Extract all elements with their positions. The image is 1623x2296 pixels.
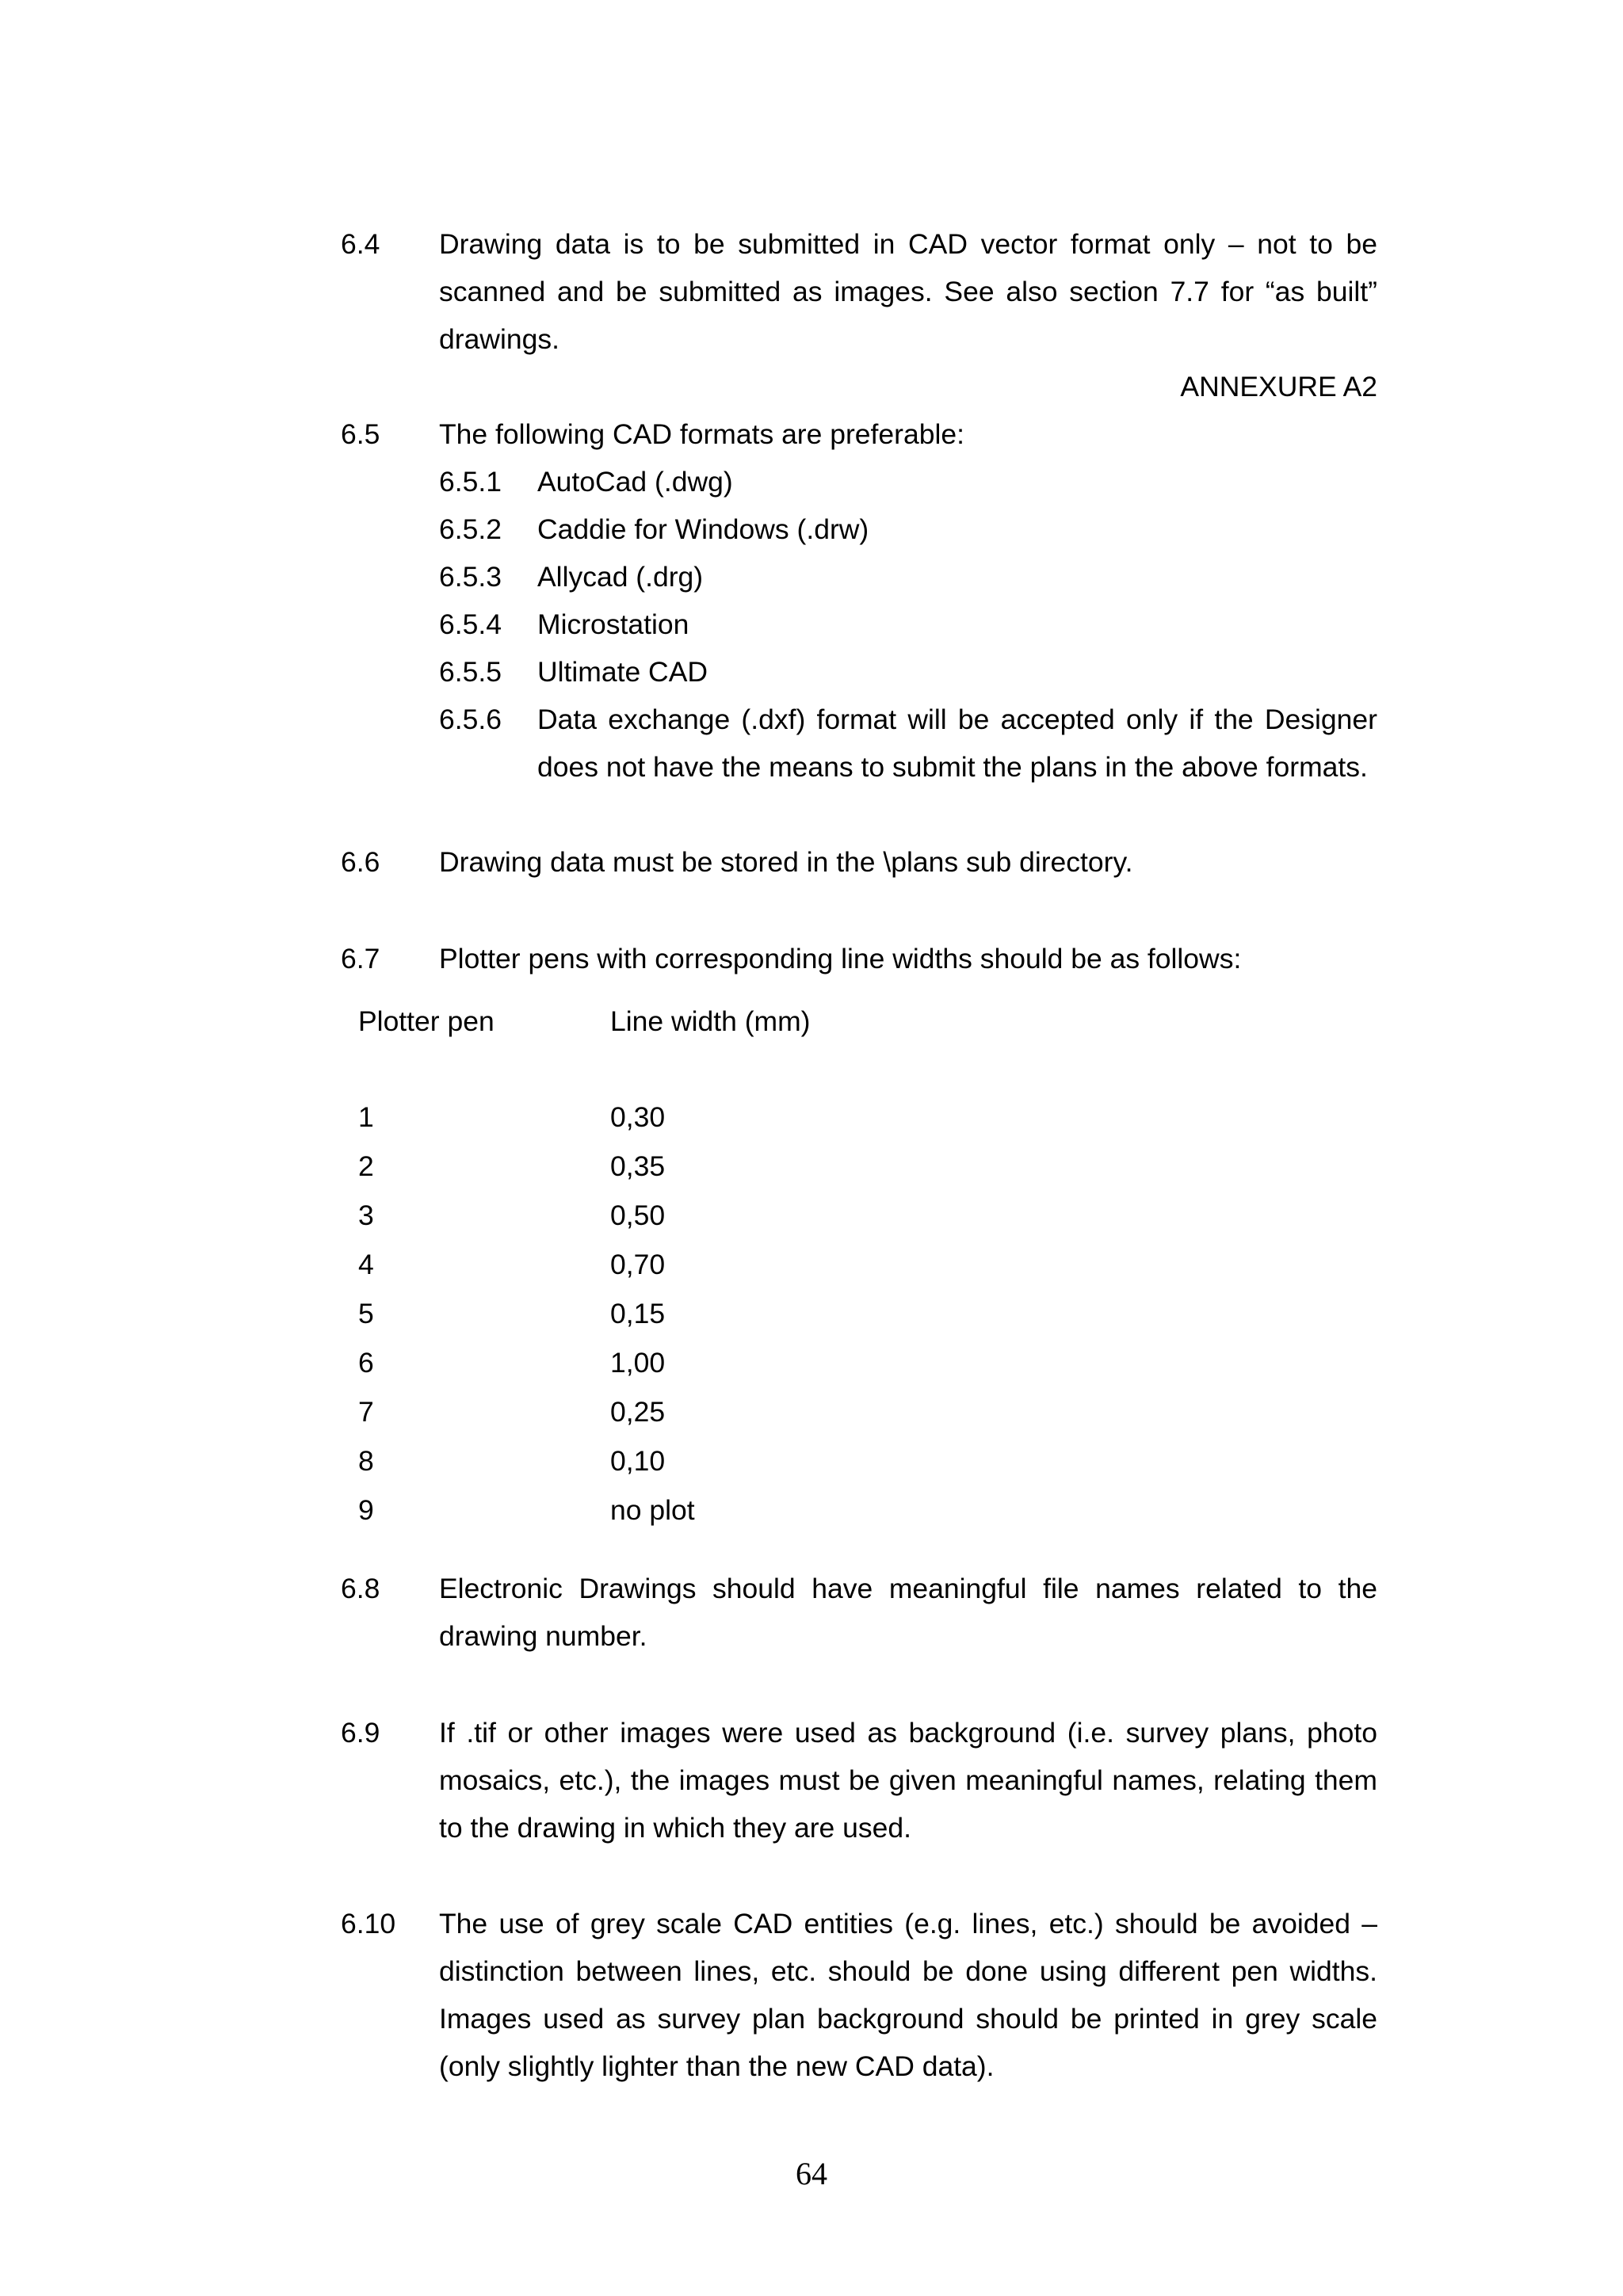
list-item-text: Caddie for Windows (.drw) (537, 513, 869, 545)
table-row (358, 1436, 992, 1486)
list-item-text: Ultimate CAD (537, 656, 708, 688)
list-item-text: Data exchange (.dxf) format will be accepted only if the Designer does not have the means to submit the plans in the above formats. (537, 704, 1377, 783)
line-width: 0,35 (610, 1150, 666, 1182)
pen-number: 1 (358, 1101, 374, 1133)
section-number: 6.7 (341, 943, 380, 974)
pen-number: 2 (358, 1150, 374, 1182)
table-header (358, 997, 992, 1046)
annexure-label: ANNEXURE A2 (1180, 371, 1377, 402)
section-text: The use of grey scale CAD entities (e.g. lines, etc.) should be avoided – distinction between lines, etc. should be done using different pen widths. Images used as survey plan background should be printed in grey scale (only slightly lighter than the new CAD data). (439, 1908, 1377, 2082)
list-item (439, 696, 1377, 791)
section-text: Electronic Drawings should have meaningful file names related to the drawing number. (439, 1573, 1377, 1652)
list-item (439, 553, 1377, 601)
list-item (439, 648, 1377, 696)
list-item-number: 6.5.4 (439, 608, 502, 640)
header-line-width: Line width (mm) (610, 1005, 811, 1037)
table-row (358, 1191, 992, 1240)
section-6-5 (341, 410, 1377, 458)
table-row (358, 1486, 992, 1535)
list-item-number: 6.5.3 (439, 561, 502, 593)
table-row (358, 1240, 992, 1289)
page-number: 64 (796, 2156, 827, 2191)
section-number: 6.5 (341, 418, 380, 450)
list-item (439, 458, 1377, 505)
line-width: 0,10 (610, 1445, 666, 1477)
line-width: 0,15 (610, 1298, 666, 1329)
table-row (358, 1142, 992, 1191)
table-row (358, 1387, 992, 1436)
pen-number: 5 (358, 1298, 374, 1329)
table-row (358, 1289, 992, 1338)
line-width: 0,25 (610, 1396, 666, 1428)
pen-number: 3 (358, 1199, 374, 1231)
section-number: 6.6 (341, 846, 380, 878)
pen-number: 7 (358, 1396, 374, 1428)
section-text: Plotter pens with corresponding line widths should be as follows: (439, 943, 1242, 974)
line-width: 1,00 (610, 1347, 666, 1379)
table-row (358, 1093, 992, 1142)
list-item-number: 6.5.6 (439, 704, 502, 735)
pen-number: 8 (358, 1445, 374, 1477)
section-number: 6.4 (341, 228, 380, 260)
section-number: 6.9 (341, 1717, 380, 1749)
section-6-8 (341, 1565, 1377, 1660)
section-6-4 (341, 220, 1377, 363)
section-text: Drawing data must be stored in the \plans sub directory. (439, 846, 1133, 878)
list-item (439, 601, 1377, 648)
list-item (439, 505, 1377, 553)
section-number: 6.8 (341, 1573, 380, 1604)
pen-number: 6 (358, 1347, 374, 1379)
list-item-text: Microstation (537, 608, 689, 640)
header-plotter-pen: Plotter pen (358, 1005, 495, 1037)
list-item-number: 6.5.5 (439, 656, 502, 688)
pen-number: 4 (358, 1249, 374, 1280)
section-6-9 (341, 1709, 1377, 1852)
line-width: 0,70 (610, 1249, 666, 1280)
line-width: no plot (610, 1494, 695, 1526)
section-6-7 (341, 935, 1377, 982)
section-text: If .tif or other images were used as background (i.e. survey plans, photo mosaics, etc.), the images must be given meaningful names, relating them to the drawing in which they are used. (439, 1717, 1377, 1844)
list-item-text: Allycad (.drg) (537, 561, 704, 593)
section-number: 6.10 (341, 1908, 396, 1939)
section-text: The following CAD formats are preferable: (439, 418, 964, 450)
table-row (358, 1338, 992, 1387)
section-6-10 (341, 1900, 1377, 2090)
list-item-number: 6.5.1 (439, 466, 502, 498)
line-width: 0,30 (610, 1101, 666, 1133)
section-6-6 (341, 838, 1377, 886)
line-width: 0,50 (610, 1199, 666, 1231)
list-item-number: 6.5.2 (439, 513, 502, 545)
section-text: Drawing data is to be submitted in CAD vector format only – not to be scanned and be submitted as images. See also section 7.7 for “as built” drawings. (439, 228, 1377, 355)
list-item-text: AutoCad (.dwg) (537, 466, 733, 498)
pen-number: 9 (358, 1494, 374, 1526)
